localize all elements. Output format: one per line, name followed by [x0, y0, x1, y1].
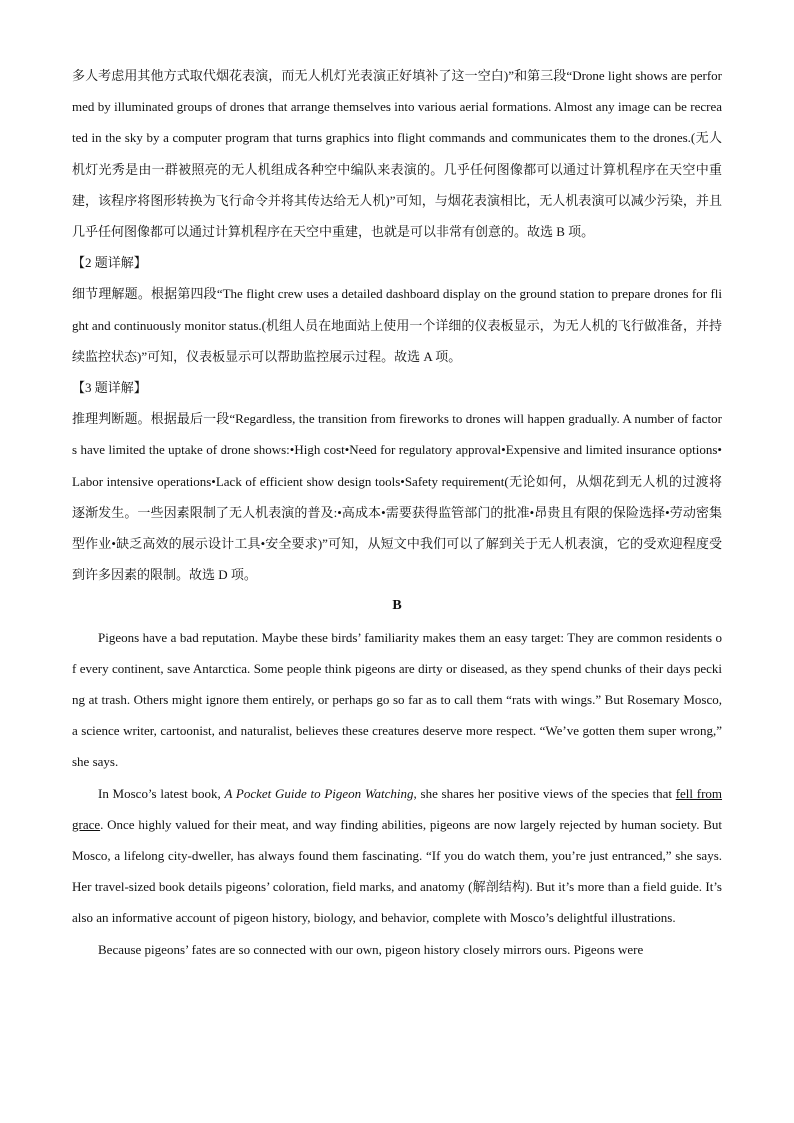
- passage-b-paragraph-2: [72, 778, 722, 934]
- q3-explanation-paragraph: 推理判断题。根据最后一段“Regardless, the transition from fireworks to drones will happen gradually. A number of factors have limited the uptake of drone shows:•High cost•Need for regulatory approval•Expensive and limited insurance options•Labor intensive operations•Lack of efficient show design tools•Safety requirement(无论如何，从烟花到无人机的过渡将逐渐发生。一些因素限制了无人机表演的普及:•高成本•需要获得监管部门的批准•昂贵且有限的保险选择•劳动密集型作业•缺乏高效的展示设计工具•安全要求)”可知，从短文中我们可以了解到关于无人机表演，它的受欢迎程度受到许多因素的限制。故选 D 项。: [72, 411, 722, 583]
- q1-explanation-paragraph: 多人考虑用其他方式取代烟花表演，而无人机灯光表演正好填补了这一空白)”和第三段“Drone light shows are performed by illuminated groups of drones that arrange themselves into various aerial formations. Almost any image can be recreated in the sky by a computer program that turns graphics into flight commands and communicates them to the drones.(无人机灯光秀是由一群被照亮的无人机组成各种空中编队来表演的。几乎任何图像都可以通过计算机程序在天空中重建，该程序将图形转换为飞行命令并将其传达给无人机)”可知，与烟花表演相比，无人机表演可以减少污染，并且几乎任何图像都可以通过计算机程序在天空中重建，也就是可以非常有创意的。故选 B 项。: [72, 68, 722, 240]
- p2-text-before: In Mosco’s latest book,: [98, 785, 225, 801]
- book-title: A Pocket Guide to Pigeon Watching: [224, 785, 414, 801]
- section-b-label: B: [392, 598, 402, 614]
- underlined-phrase: fell from grace: [72, 785, 723, 832]
- q2-explanation-paragraph: 细节理解题。根据第四段“The flight crew uses a detailed dashboard display on the ground station to prepare drones for flight and continuously monitor status.(机组人员在地面站上使用一个详细的仪表板显示，为无人机的飞行做准备，并持续监控状态)”可知，仪表板显示可以帮助监控展示过程。故选 A 项。: [72, 286, 722, 364]
- passage-b-paragraph-3: Because pigeons’ fates are so connected with our own, pigeon history closely mirrors ours. Pigeons were: [98, 941, 644, 957]
- document-page: [72, 60, 722, 965]
- q2-heading: 【2 题详解】: [72, 255, 147, 271]
- passage-b-paragraph-1: Pigeons have a bad reputation. Maybe these birds’ familiarity makes them an easy target: They are common residents of every continent, save Antarctica. Some people think pigeons are dirty or diseased, as they spend chunks of their days pecking at trash. Others might ignore them entirely, or perhaps go so far as to call them “rats with wings.” But Rosemary Mosco, a science writer, cartoonist, and naturalist, believes these creatures deserve more respect. “We’ve gotten them super wrong,” she says.: [72, 629, 722, 770]
- q3-heading: 【3 题详解】: [72, 380, 147, 396]
- p2-text-after: . Once highly valued for their meat, and way finding abilities, pigeons are now largely rejected by human society. But Mosco, a lifelong city-dweller, has always found them fascinating. “If you do watch them, you’re just entranced,” she says. Her travel-sized book details pigeons’ coloration, field marks, and anatomy (解剖结构). But it’s more than a field guide. It’s also an informative account of pigeon history, biology, and behavior, complete with Mosco’s delightful illustrations.: [72, 816, 722, 926]
- p2-text-mid: , she shares her positive views of the species that: [413, 785, 676, 801]
